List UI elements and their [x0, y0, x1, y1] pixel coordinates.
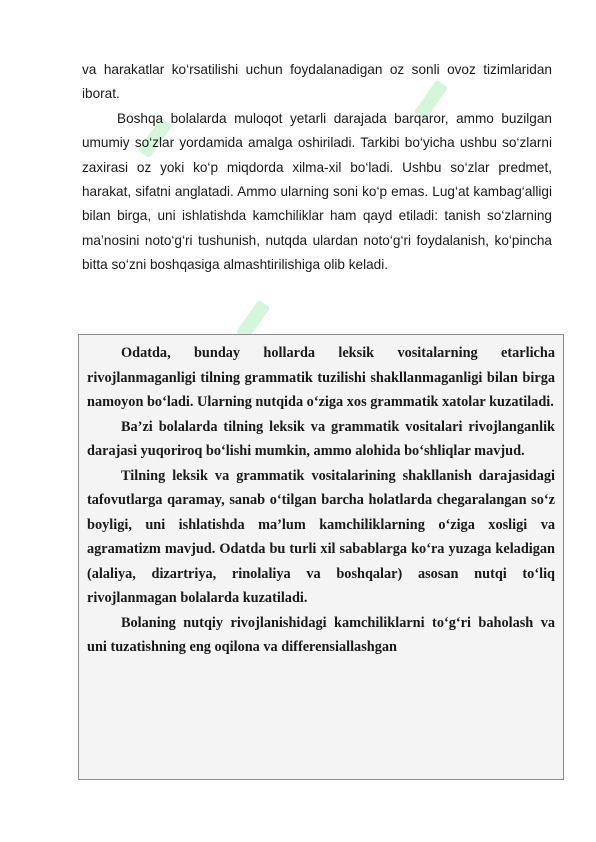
boxed-paragraph: Ba’zi bolalarda tilning leksik va grammatik vositalari rivojlanganlik darajasi yuqoriroq bo‘lishi mumkin, ammo alohida bo‘shliqlar mavjud. [87, 418, 555, 459]
paragraph: va harakatlar ko‘rsatilishi uchun foydalanadigan oz sonli ovoz tizimlaridan iborat. [82, 62, 552, 102]
paragraph: Boshqa bolalarda muloqot yetarli darajada barqaror, ammo buzilgan umumiy so‘zlar yordamida amalga oshiriladi. Tarkibi bo‘yicha ushbu so‘zlarni zaxirasi oz yoki ko‘p miqdorda xilma-xil bo‘ladi. Ushbu so‘zlar predmet, harakat, sifatni anglatadi. Ammo ularning soni ko‘p emas. Lug‘at kambag‘alligi bilan birga, uni ishlatishda kamchiliklar ham qayd etiladi: tanish so‘zlarning ma’nosini noto‘g‘ri tushunish, nutqda ulardan noto‘g‘ri foydalanish, ko‘pincha bitta so‘zni boshqasiga almashtirilishiga olib keladi. [82, 110, 552, 273]
boxed-paragraph: Odatda, bunday hollarda leksik vositalarning etarlicha rivojlanmaganligi tilning grammatik tuzilishi shakllanmaganligi bilan birga namoyon bo‘ladi. Ularning nutqida o‘ziga xos grammatik xatolar kuzatiladi. [87, 345, 555, 410]
body-text-regular [82, 58, 552, 278]
highlighted-text-box [78, 334, 564, 780]
boxed-paragraph: Tilning leksik va grammatik vositalarining shakllanish darajasidagi tafovutlarga qaramay, sanab o‘tilgan barcha holatlarda chegaralangan so‘z boyligi, uni ishlatishda ma’lum kamchiliklarning o‘ziga xosligi va agramatizm mavjud. Odatda bu turli xil sabablarga ko‘ra yuzaga keladigan (alaliya, dizartriya, rinolaliya va boshqalar) asosan nutqi to‘liq rivojlanmagan bolalarda kuzatiladi. [87, 467, 555, 606]
boxed-paragraph: Bolaning nutqiy rivojlanishidagi kamchiliklarni to‘g‘ri baholash va uni tuzatishning eng oqilona va differensiallashgan [87, 614, 555, 655]
